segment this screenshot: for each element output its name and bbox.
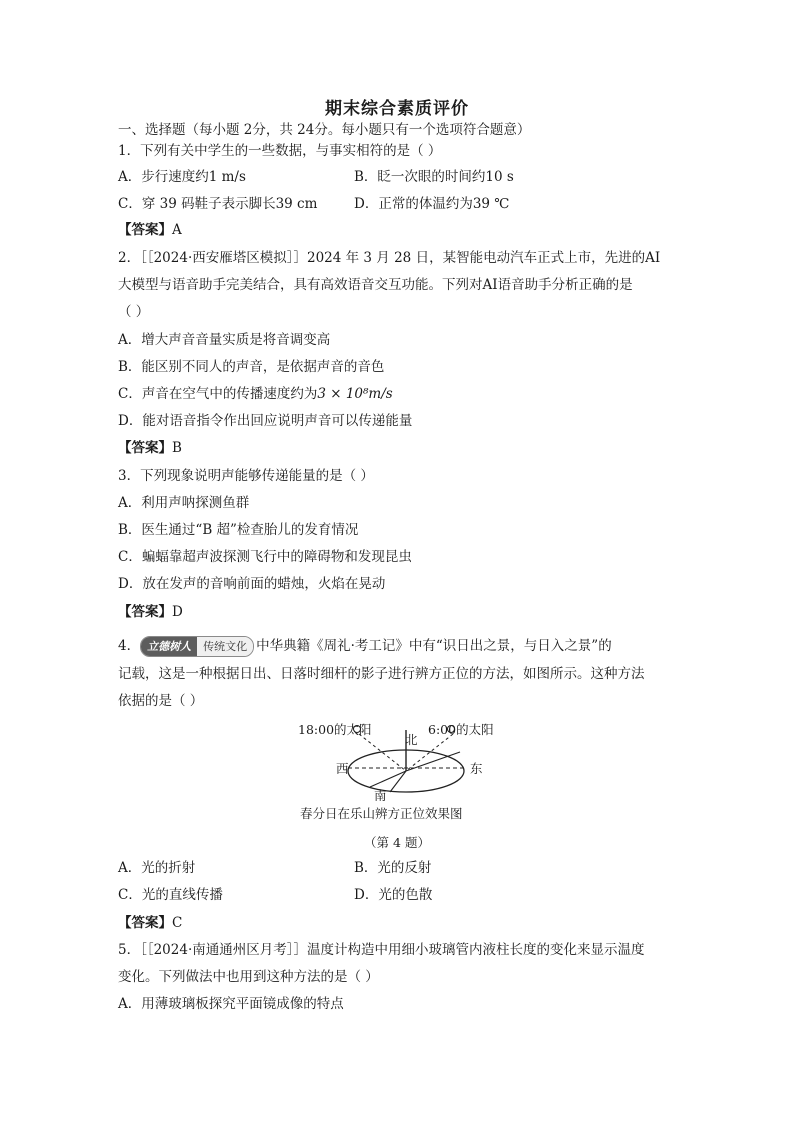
q1-option-b: B．眨一次眼的时间约10 s	[354, 169, 514, 185]
label-north: 北	[405, 732, 418, 747]
q4-stem-line3: 依据的是（ ）	[118, 693, 204, 709]
q1-option-c: C．穿 39 码鞋子表示脚长39 cm	[118, 196, 318, 212]
label-south: 南	[374, 788, 387, 803]
page-title: 期末综合素质评价	[325, 99, 469, 119]
q5-stem-line2: 变化。下列做法中也用到这种方法的是（ ）	[118, 969, 379, 985]
answer-label: 【答案】	[118, 440, 172, 456]
label-sun-morning: 6:00的太阳	[428, 722, 494, 737]
q2-option-c-text: C．声音在空气中的传播速度约为	[118, 386, 318, 402]
answer-value: D	[172, 604, 183, 620]
q3-answer	[118, 602, 183, 622]
q4-stem-text: 中华典籍《周礼·考工记》中有“识日出之景，与日入之景”的	[256, 638, 612, 654]
q4-answer	[118, 913, 182, 933]
label-west: 西	[336, 761, 349, 776]
q2-option-c	[118, 384, 393, 404]
q4-option-a: A．光的折射	[118, 860, 196, 876]
answer-value: B	[172, 440, 182, 456]
q4-number: 4．	[118, 638, 141, 654]
q2-option-c-math: 3 × 10⁸m/s	[317, 386, 393, 402]
q3-option-b: B．医生通过“B 超”检查胎儿的发育情况	[118, 522, 359, 538]
section-heading: 一、选择题（每小题 2分，共 24分。每小题只有一个选项符合题意）	[118, 122, 531, 138]
figure-number: （第 4 题）	[364, 835, 430, 850]
label-sun-evening: 18:00的太阳	[298, 722, 372, 737]
q2-stem-line3: （ ）	[118, 304, 150, 320]
q1-option-d: D．正常的体温约为39 ℃	[354, 196, 510, 212]
badge-main-label: 立德树人	[141, 637, 197, 656]
q3-option-a: A．利用声呐探测鱼群	[118, 495, 250, 511]
label-east: 东	[470, 761, 483, 776]
q4-stem-line1	[118, 636, 612, 657]
q5-option-a: A．用薄玻璃板探究平面镜成像的特点	[118, 996, 344, 1012]
q5-stem-line1: 5．［［2024·南通通州区月考］］温度计构造中用细小玻璃管内液柱长度的变化来显示温度	[118, 942, 645, 958]
q1-answer	[118, 220, 182, 240]
answer-label: 【答案】	[118, 604, 172, 620]
q2-stem-line1: 2．［［2024·西安雁塔区模拟］］2024 年 3 月 28 日，某智能电动汽车正式上市，先进的AI	[118, 250, 661, 266]
q4-option-d: D．光的色散	[354, 887, 433, 903]
answer-label: 【答案】	[118, 915, 172, 931]
figure-caption: 春分日在乐山辨方正位效果图	[300, 806, 463, 821]
q3-stem: 3．下列现象说明声能够传递能量的是（ ）	[118, 468, 374, 484]
q2-stem-line2: 大模型与语音助手完美结合，具有高效语音交互功能。下列对AI语音助手分析正确的是	[118, 277, 633, 293]
lide-shuren-badge	[140, 636, 254, 657]
answer-value: C	[172, 915, 183, 931]
q2-option-a: A．增大声音音量实质是将音调变高	[118, 332, 331, 348]
q2-answer	[118, 438, 182, 458]
sun-ray-left	[359, 734, 406, 771]
q4-stem-line2: 记载，这是一种根据日出、日落时细杆的影子进行辨方正位的方法，如图所示。这种方法	[118, 666, 645, 682]
q1-option-a: A．步行速度约1 m/s	[118, 169, 246, 185]
q4-option-b: B．光的反射	[354, 860, 432, 876]
badge-sub-label: 传统文化	[197, 637, 253, 656]
answer-value: A	[172, 222, 182, 238]
sun-direction-figure	[290, 716, 510, 846]
q4-option-c: C．光的直线传播	[118, 887, 223, 903]
answer-label: 【答案】	[118, 222, 172, 238]
q2-option-d: D．能对语音指令作出回应说明声音可以传递能量	[118, 413, 413, 429]
q1-stem: 1．下列有关中学生的一些数据，与事实相符的是（ ）	[118, 143, 442, 159]
q3-option-c: C．蝙蝠靠超声波探测飞行中的障碍物和发现昆虫	[118, 549, 412, 565]
q3-option-d: D．放在发声的音响前面的蜡烛，火焰在晃动	[118, 576, 386, 592]
q2-option-b: B．能区别不同人的声音，是依据声音的音色	[118, 359, 385, 375]
shadow-line-evening	[370, 771, 406, 787]
